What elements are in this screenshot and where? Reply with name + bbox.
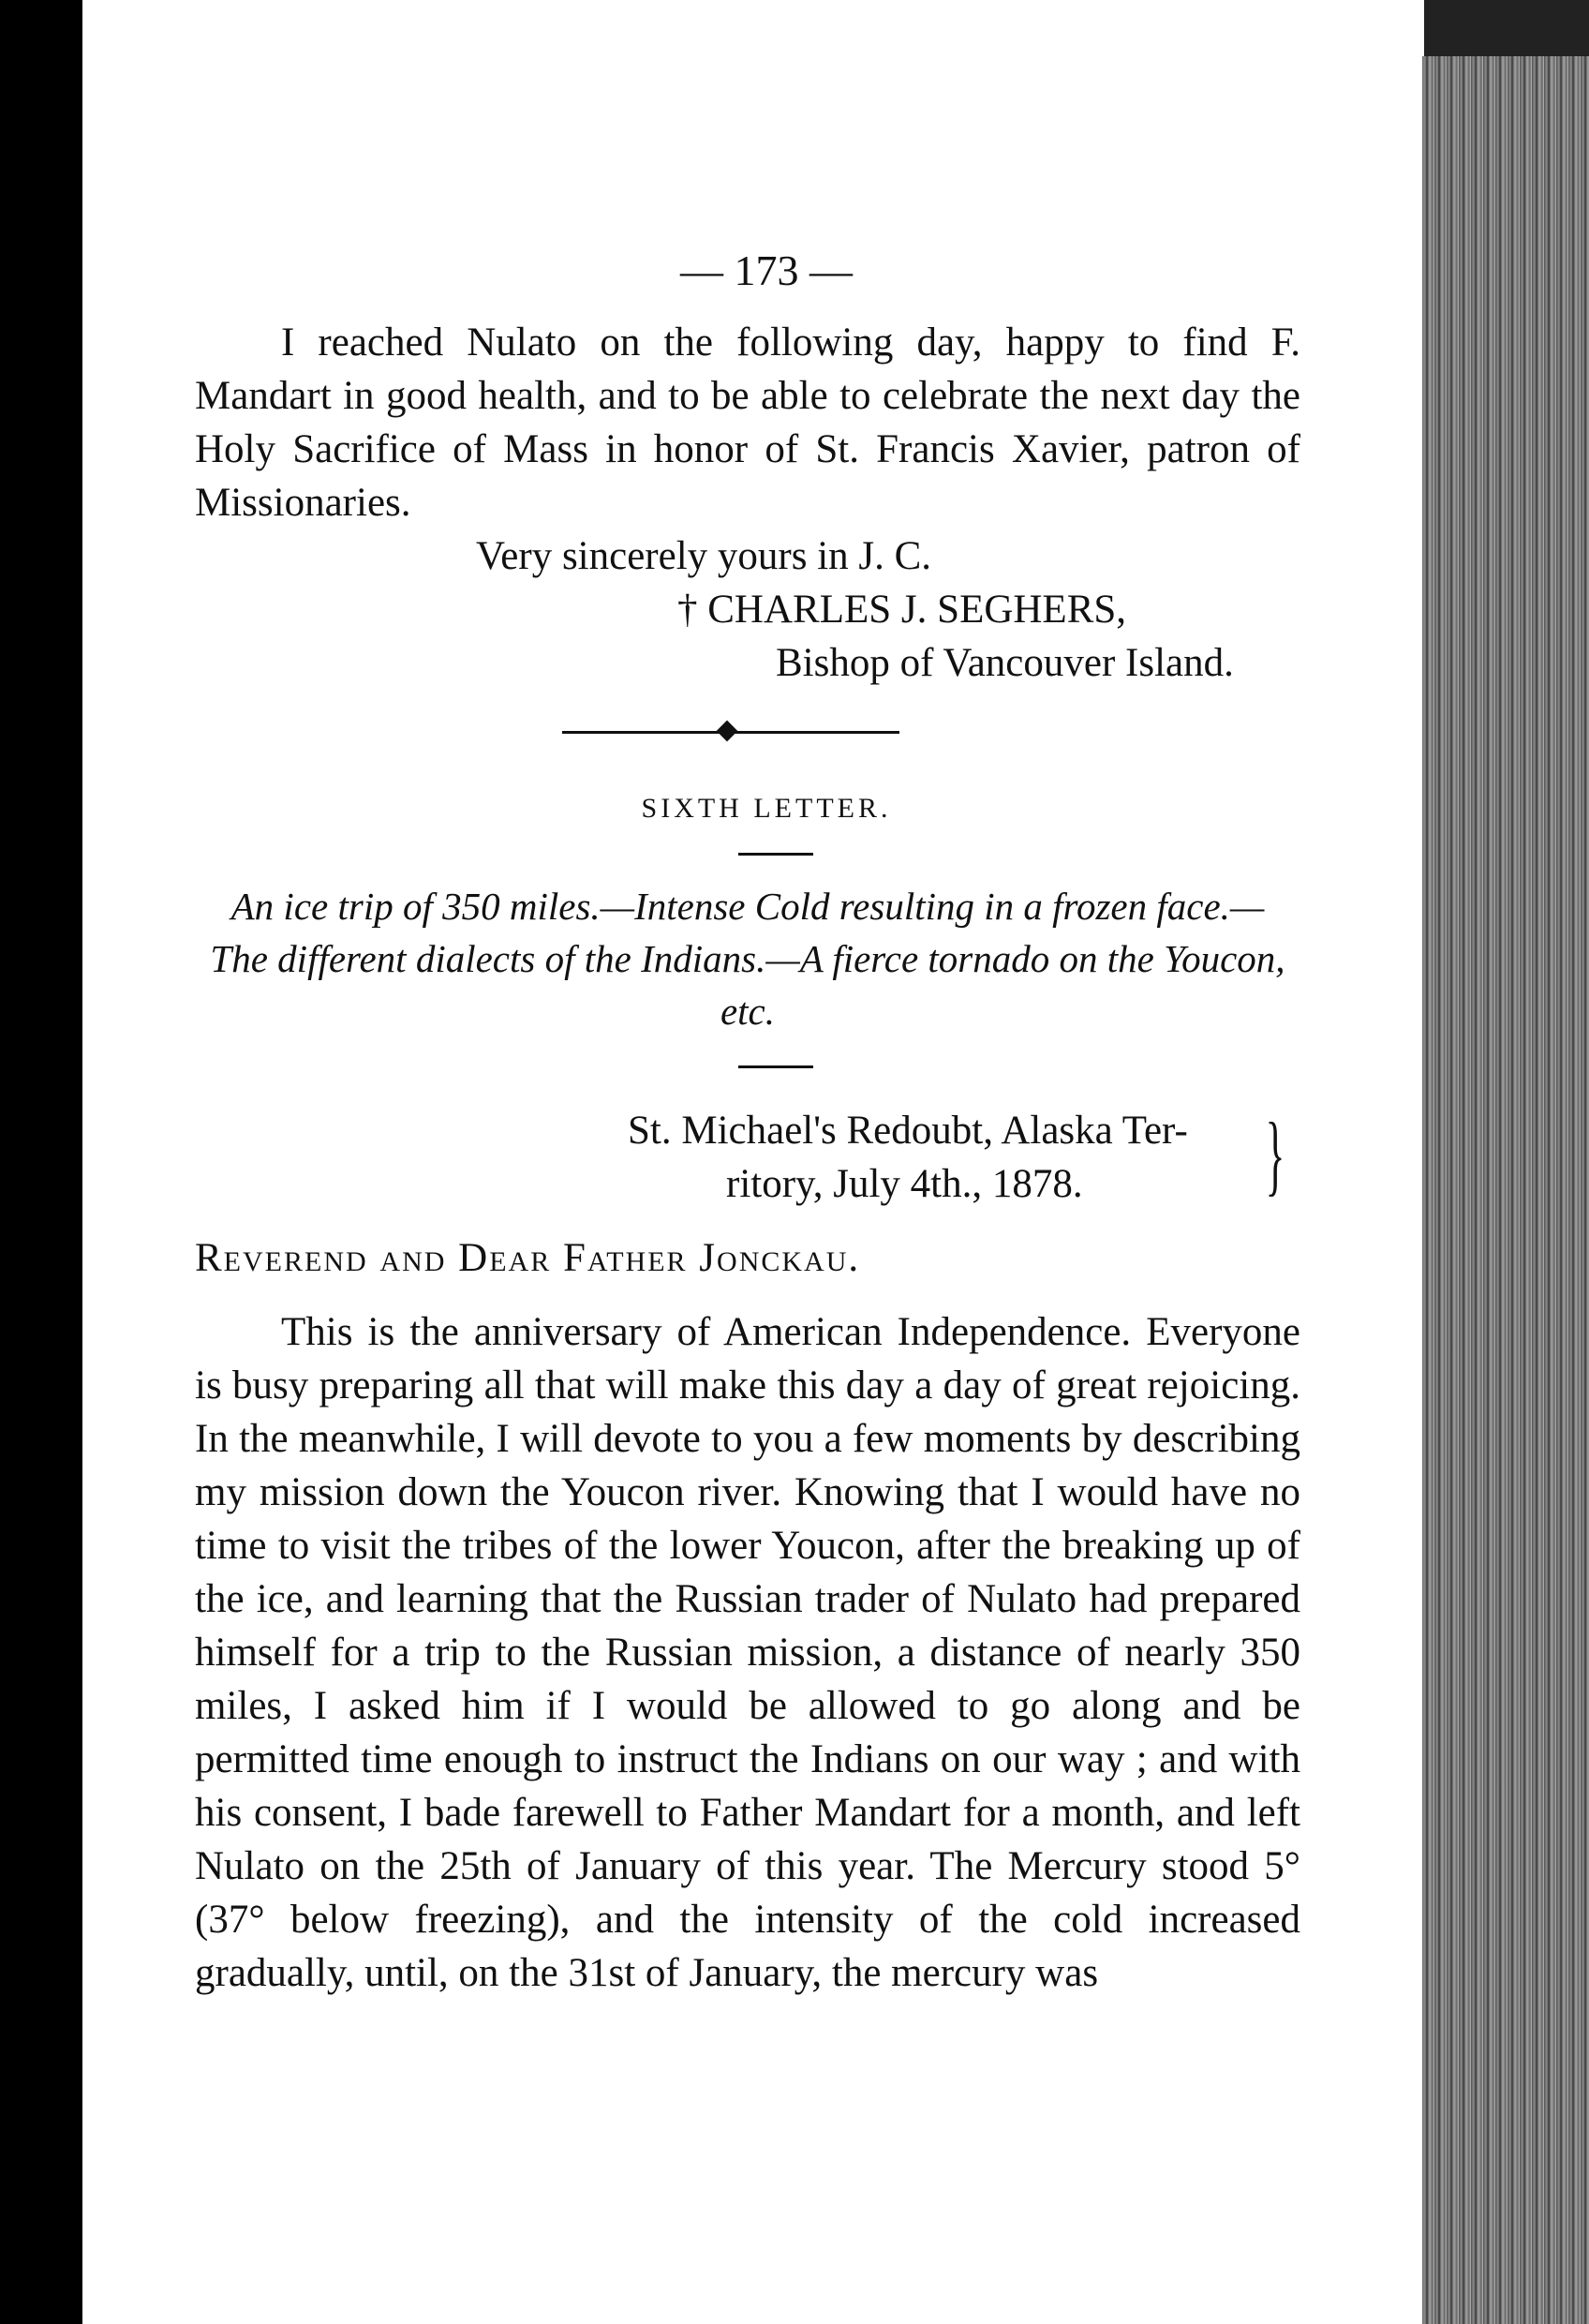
letter-heading: SIXTH LETTER. bbox=[641, 793, 892, 824]
paragraph-1: I reached Nulato on the following day, happy to find F. Mandart in good health, and to be able to celebrate the next day the Holy Sacrifice of Mass in honor of St. Francis Xavier, patron of Missionaries. bbox=[195, 320, 1300, 525]
summary-rule bbox=[738, 1065, 813, 1068]
book-edge bbox=[1422, 56, 1589, 2324]
dateline-line-1: St. Michael's Redoubt, Alaska Ter- bbox=[628, 1109, 1188, 1153]
book-edge-top bbox=[1422, 0, 1589, 56]
paragraph-2: This is the anniversary of American Independence. Everyone is busy preparing all that will make this day a day of great rejoicing. In the meanwhile, I will devote to you a few moments by describing my mission down the Youcon river. Knowing that I would have no time to visit the tribes of the lower Youcon, after the breaking up of the ice, and learning that the Russian trader of Nulato had prepared himself for a trip to the Russian mission, a distance of nearly 350 miles, I asked him if I would be allowed to go along and be permitted time enough to instruct the Indians on our way ; and with his consent, I bade farewell to Father Mandart for a month, and left Nulato on the 25th of January of this year. The Mercury stood 5° (37° below freezing), and the intensity of the cold increased gradually, until, on the 31st of January, the mercury was bbox=[195, 1310, 1300, 1995]
closing-title: Bishop of Vancouver Island. bbox=[776, 641, 1234, 685]
closing-signature: † CHARLES J. SEGHERS, bbox=[677, 588, 1127, 632]
dateline-line-2: ritory, July 4th., 1878. bbox=[726, 1162, 1083, 1206]
right-brace-icon: } bbox=[1265, 1104, 1285, 1204]
closing-line-1: Very sincerely yours in J. C. bbox=[476, 534, 932, 578]
dateline bbox=[628, 1104, 1188, 1211]
letter-summary: An ice trip of 350 miles.—Intense Cold resulting in a frozen face.—The different dialects of the Indians.—A fierce tornado on the Youcon, etc. bbox=[210, 885, 1285, 1033]
dateline-block bbox=[195, 1104, 1300, 1214]
heading-rule bbox=[738, 853, 813, 856]
ornament-diamond-icon bbox=[717, 721, 738, 742]
page-number: — 173 — bbox=[680, 246, 853, 294]
section-ornament bbox=[562, 723, 899, 742]
salutation: Reverend and Dear Father Jonckau. bbox=[195, 1236, 861, 1280]
page-content bbox=[195, 246, 1300, 2000]
book-page bbox=[82, 0, 1424, 2324]
